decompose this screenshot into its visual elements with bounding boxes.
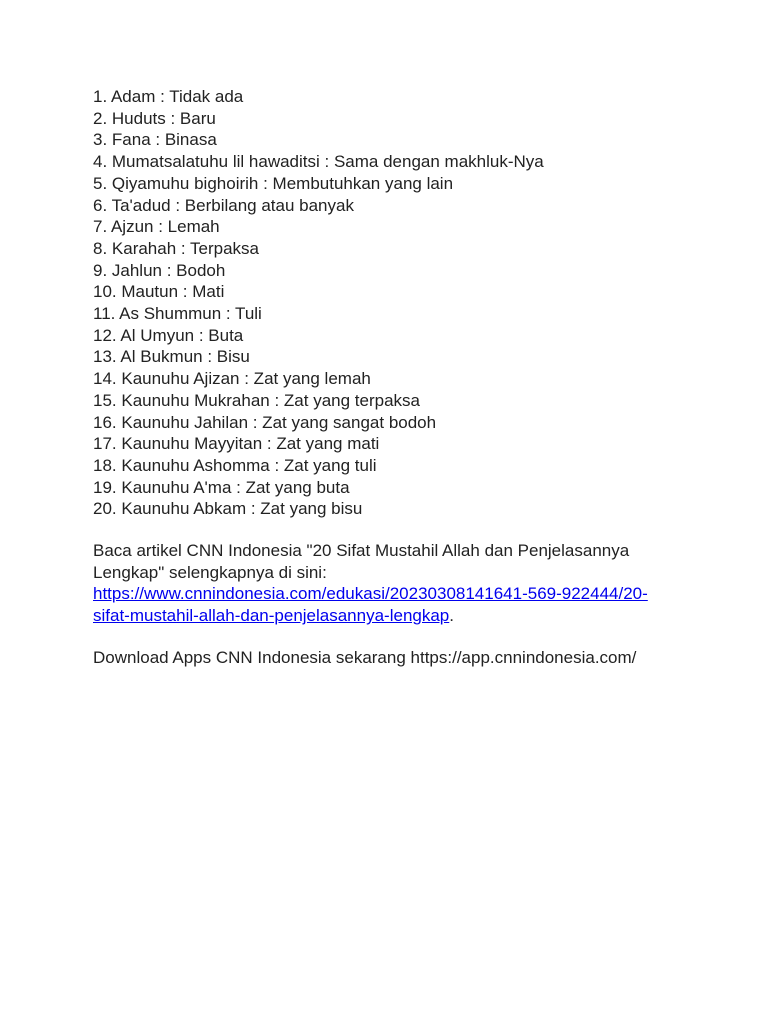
list-item: 9. Jahlun : Bodoh bbox=[93, 260, 226, 280]
list-item: 2. Huduts : Baru bbox=[93, 108, 216, 128]
list-item: 5. Qiyamuhu bighoirih : Membutuhkan yang lain bbox=[93, 173, 454, 193]
list-item: 3. Fana : Binasa bbox=[93, 130, 217, 150]
list-item: 8. Karahah : Terpaksa bbox=[93, 238, 260, 258]
list-item: 7. Ajzun : Lemah bbox=[93, 217, 220, 237]
download-apps-text: Download Apps CNN Indonesia sekarang https://app.cnnindonesia.com/ bbox=[93, 647, 637, 667]
article-link[interactable]: https://www.cnnindonesia.com/edukasi/20230308141641-569-922444/20-sifat-mustahil-allah-dan-penjelasannya-lengkap bbox=[93, 584, 648, 626]
list-item: 18. Kaunuhu Ashomma : Zat yang tuli bbox=[93, 455, 377, 475]
list-item: 14. Kaunuhu Ajizan : Zat yang lemah bbox=[93, 369, 371, 389]
list-item: 20. Kaunuhu Abkam : Zat yang bisu bbox=[93, 499, 363, 519]
list-item: 6. Ta'adud : Berbilang atau banyak bbox=[93, 195, 354, 215]
source-text: Baca artikel CNN Indonesia "20 Sifat Mustahil Allah dan Penjelasannya Lengkap" selengkapnya di sini: bbox=[93, 541, 630, 582]
list-item: 10. Mautun : Mati bbox=[93, 282, 225, 302]
source-paragraph bbox=[93, 540, 653, 627]
document-body bbox=[93, 86, 713, 669]
list-item: 19. Kaunuhu A'ma : Zat yang buta bbox=[93, 477, 350, 497]
list-item: 13. Al Bukmun : Bisu bbox=[93, 347, 250, 367]
list-item: 17. Kaunuhu Mayyitan : Zat yang mati bbox=[93, 434, 380, 454]
list-item: 16. Kaunuhu Jahilan : Zat yang sangat bodoh bbox=[93, 412, 437, 432]
sifat-mustahil-list bbox=[93, 86, 713, 520]
list-item: 15. Kaunuhu Mukrahan : Zat yang terpaksa bbox=[93, 390, 420, 410]
list-item: 11. As Shummun : Tuli bbox=[93, 304, 262, 324]
list-item: 1. Adam : Tidak ada bbox=[93, 87, 244, 106]
list-item: 4. Mumatsalatuhu lil hawaditsi : Sama dengan makhluk-Nya bbox=[93, 152, 544, 172]
source-suffix: . bbox=[449, 606, 454, 626]
list-item: 12. Al Umyun : Buta bbox=[93, 325, 244, 345]
